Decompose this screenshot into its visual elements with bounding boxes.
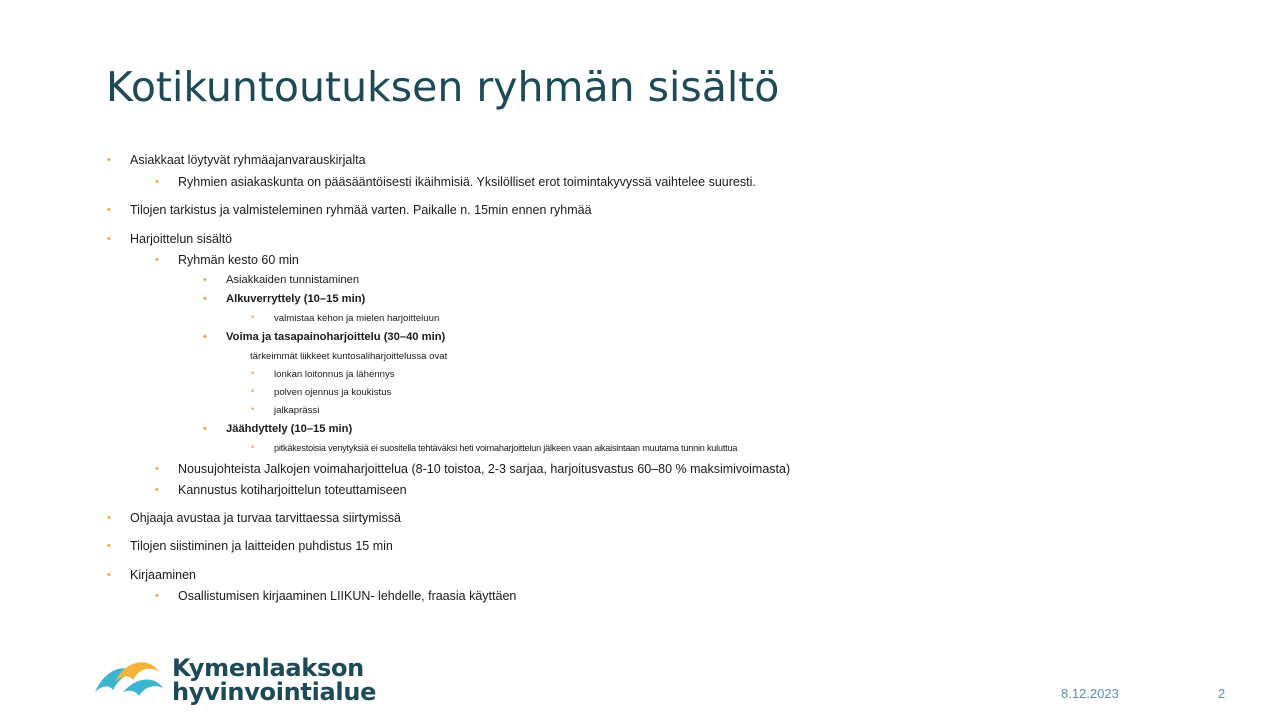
bullet-icon: •	[203, 331, 207, 343]
bullet-icon: •	[107, 204, 111, 216]
bullet-icon: •	[155, 484, 159, 496]
list-item: • Ryhmien asiakaskunta on pääsääntöisesti ikäihmisiä. Yksilölliset erot toimintakyvyssä vaihtelee suuresti.	[155, 175, 756, 189]
list-item: • jalkaprässi	[251, 404, 320, 416]
bullet-icon: •	[251, 368, 255, 378]
bullet-icon: •	[251, 386, 255, 396]
list-item-text: tärkeimmät liikkeet kuntosaliharjoittelussa ovat	[250, 351, 448, 362]
list-item: • Alkuverryttely (10–15 min)	[203, 293, 366, 305]
bullet-icon: •	[155, 176, 159, 188]
list-item: • valmistaa kehon ja mielen harjoitteluun	[251, 312, 440, 324]
bullet-icon: •	[155, 463, 159, 475]
slide-title: Kotikuntoutuksen ryhmän sisältö	[106, 63, 780, 111]
list-item: • Tilojen tarkistus ja valmisteleminen ryhmää varten. Paikalle n. 15min ennen ryhmää	[107, 203, 592, 217]
list-item: • Jäähdyttely (10–15 min)	[203, 423, 353, 435]
brand-name: Kymenlaakson hyvinvointialue	[172, 654, 377, 706]
bullet-icon: •	[155, 590, 159, 602]
bullet-icon: •	[251, 442, 254, 452]
bullet-icon: •	[107, 540, 111, 552]
list-item: • Kirjaaminen	[107, 568, 197, 582]
list-item: • Voima ja tasapainoharjoittelu (30–40 min)	[203, 331, 446, 343]
list-item: • polven ojennus ja koukistus	[251, 386, 392, 398]
bullet-icon: •	[203, 274, 207, 286]
list-item: • Kannustus kotiharjoittelun toteuttamiseen	[155, 483, 407, 497]
list-item: • Osallistumisen kirjaaminen LIIKUN- lehdelle, fraasia käyttäen	[155, 589, 517, 603]
bullet-icon: •	[107, 512, 111, 524]
list-item: • Ohjaaja avustaa ja turvaa tarvittaessa siirtymissä	[107, 511, 401, 525]
list-item: • Harjoittelun sisältö	[107, 232, 233, 246]
wave-logo-icon	[93, 652, 173, 704]
list-item: • Asiakkaat löytyvät ryhmäajanvarauskirjalta	[107, 153, 366, 167]
list-item: • lonkan loitonnus ja lähennys	[251, 368, 395, 380]
bullet-icon: •	[107, 569, 111, 581]
bullet-icon: •	[251, 312, 255, 322]
bullet-icon: •	[251, 404, 255, 414]
list-item: • Nousujohteista Jalkojen voimaharjoittelua (8-10 toistoa, 2-3 sarjaa, harjoitusvastus 60–80 % maksimivoimasta)	[155, 462, 791, 476]
list-item: • Asiakkaiden tunnistaminen	[203, 274, 360, 286]
list-item: • pitkäkestoisia venytyksiä ei suositella tehtäväksi heti voimaharjoittelun jälkeen vaan aikaisintaan muutama tunnin kuluttua	[251, 442, 738, 453]
footer-date: 8.12.2023	[1061, 686, 1119, 701]
bullet-icon: •	[107, 154, 111, 166]
page-number: 2	[1218, 686, 1226, 701]
bullet-icon: •	[107, 233, 111, 245]
bullet-icon: •	[203, 423, 207, 435]
bullet-icon: •	[155, 254, 159, 266]
list-item: • Tilojen siistiminen ja laitteiden puhdistus 15 min	[107, 539, 393, 553]
bullet-icon: •	[203, 293, 207, 305]
list-item: • Ryhmän kesto 60 min	[155, 253, 299, 267]
